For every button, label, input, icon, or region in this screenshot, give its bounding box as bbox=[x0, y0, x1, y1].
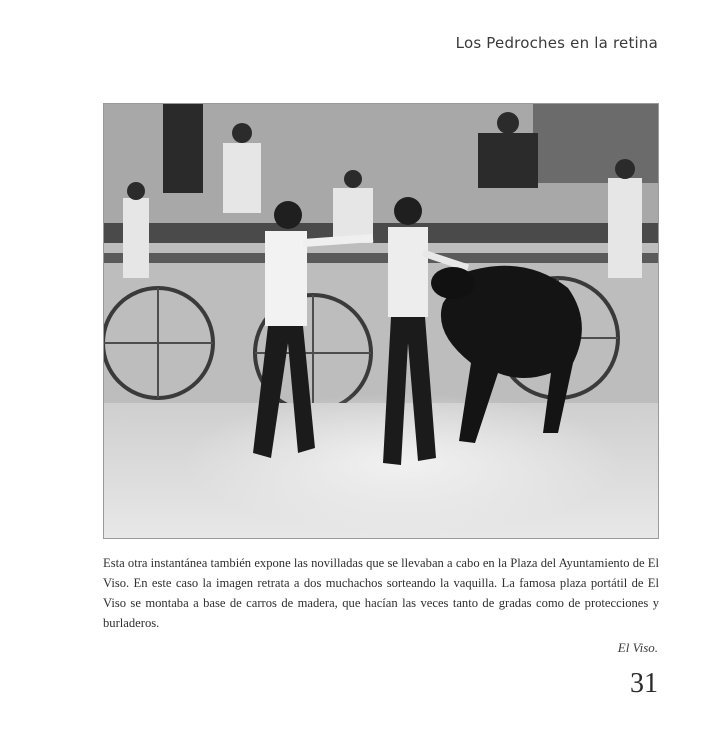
page-number: 31 bbox=[630, 668, 658, 699]
photo-illustration bbox=[103, 103, 659, 539]
photograph bbox=[103, 103, 659, 539]
running-header: Los Pedroches en la retina bbox=[455, 34, 658, 52]
location-label: El Viso. bbox=[617, 640, 658, 655]
photo-caption: Esta otra instantánea también expone las novilladas que se llevaban a cabo en la Plaza del Ayuntamiento de El Viso. En este caso la imagen retrata a dos muchachos sorteando la vaquilla. La famosa plaza portátil de El Viso se montaba a base de carros de madera, que hacían las veces tanto de gradas como de protecciones y burladeros. bbox=[103, 556, 659, 630]
